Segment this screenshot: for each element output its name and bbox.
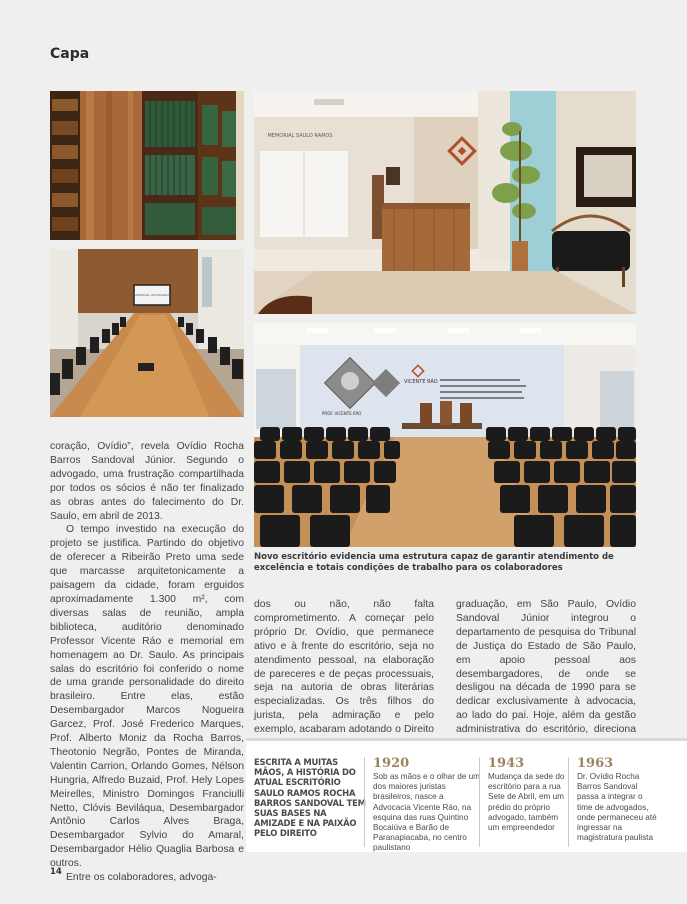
screen-text: SANDOVAL ADVOGADOS [133, 293, 171, 297]
meeting-room-photo [50, 249, 244, 417]
article-column-2 [254, 598, 434, 751]
timeline-item [364, 756, 482, 853]
article-column-1 [50, 440, 244, 885]
article-column-3 [456, 598, 636, 751]
article-paragraph: graduação, em São Paulo, Ovídio Sandoval Júnior integrou o departamento de pesquisa do Tribunal de Justiça do Estado de São Paulo, em apoio pessoal aos desembargadores, de onde se desligou na década de 1990 para se dedicar exclusivamente à advocacia, ao lado do pai. Hoje, além da gestão administrativa do escritório, direciona [456, 599, 636, 736]
timeline-year: 1943 [488, 756, 525, 771]
timeline-year: 1963 [577, 756, 614, 771]
article-paragraph: Entre os colaboradores, advoga- [66, 872, 217, 884]
timeline-box [246, 738, 687, 852]
timeline-text: Sob as mãos e o olhar de um dos maiores juristas brasileiros, nasce a Advocacia Vicente Ráo, na esquina das ruas Quintino Bocaiúva e Barão de Paranapiacaba, no centro paulistano [373, 772, 480, 853]
article-paragraph: dos ou não, não falta comprometimento. A começar pelo próprio Dr. Ovídio, que permanece ativo e à frente do escritório, seja no atendimento pessoal, na elaboração de pareceres e de peças processuais, seja na autoria de obras literárias especializadas. Os três filhos do jurista, pela admiração e pelo exemplo, acabaram adotando o Direito [254, 599, 434, 736]
auditorium-photo [254, 323, 636, 547]
timeline-item [568, 757, 658, 847]
memorial-sign: MEMORIAL SAULO RAMOS [267, 133, 333, 139]
timeline-text: Dr. Ovídio Rocha Barros Sandoval passa a integrar o time de advogados, onde permaneceu até ingressar na magistratura paulista [577, 772, 657, 843]
auditorium-portrait-label: PROF. VICENTE RÁO [322, 411, 362, 416]
auditorium-wall-name: VICENTE RÁO [404, 379, 438, 385]
article-paragraph: O tempo investido na execução do projeto se justifica. Partindo do objetivo de oferecer a Ribeirão Preto uma sede que marcasse arquitetonicamente a paisagem da cidade, foram erguidos aproximadamente 1.300 m², com diversas salas de reunião, ampla biblioteca, auditório denominado Professor Vicente Ráo e memorial em homenagem ao Dr. Saulo. As principais salas do escritório foi conferido o nome de uma grande personalidade do direito brasileiro. Entre elas, estão Desembargador Marcos Nogueira Garcez, Prof. José Frederico Marques, Prof. Alberto Moniz da Rocha Barros, Theotonio Negrão, Pontes de Miranda, Valentin Carrion, Orlando Gomes, Nélson Hungria, Alfredo Buzaid, Prof. Hely Lopes Meirelles, Ministro Domingos Franciulli Netto, Clóvis Beviláqua, Desembargador Antônio Carlos Alves Braga, Desembargador Sylvio do Amaral, Desembargador Hélio Quaglia Barbosa e outros. [50, 524, 244, 870]
photo-caption: Novo escritório evidencia uma estrutura capaz de garantir atendimento de excelência e totais condições de trabalho para os colaboradores [254, 552, 614, 573]
timeline-year: 1920 [373, 756, 410, 771]
section-title: Capa [50, 46, 90, 62]
timeline-intro: ESCRITA A MUITAS MÃOS, A HISTÓRIA DO ATUAL ESCRITÓRIO SAULO RAMOS ROCHA BARROS SANDOVAL TEM SUAS BASES NA AMIZADE E NA PAIXÃO PELO DIREITO [254, 757, 366, 839]
library-photo [50, 91, 244, 240]
page-number: 14 [50, 867, 62, 877]
article-paragraph: coração, Ovídio”, revela Ovídio Rocha Barros Sandoval Júnior. Segundo o advogado, uma frustração compartilhada por todos os sócios é não ter finalizado as obras antes do falecimento do Dr. Saulo, em abril de 2013. [50, 441, 244, 522]
timeline-item [479, 757, 569, 847]
timeline-text: Mudança da sede do escritório para a rua Sete de Abril, em um prédio do próprio advogado, também um empreendedor [488, 772, 565, 833]
reception-photo [254, 91, 636, 314]
